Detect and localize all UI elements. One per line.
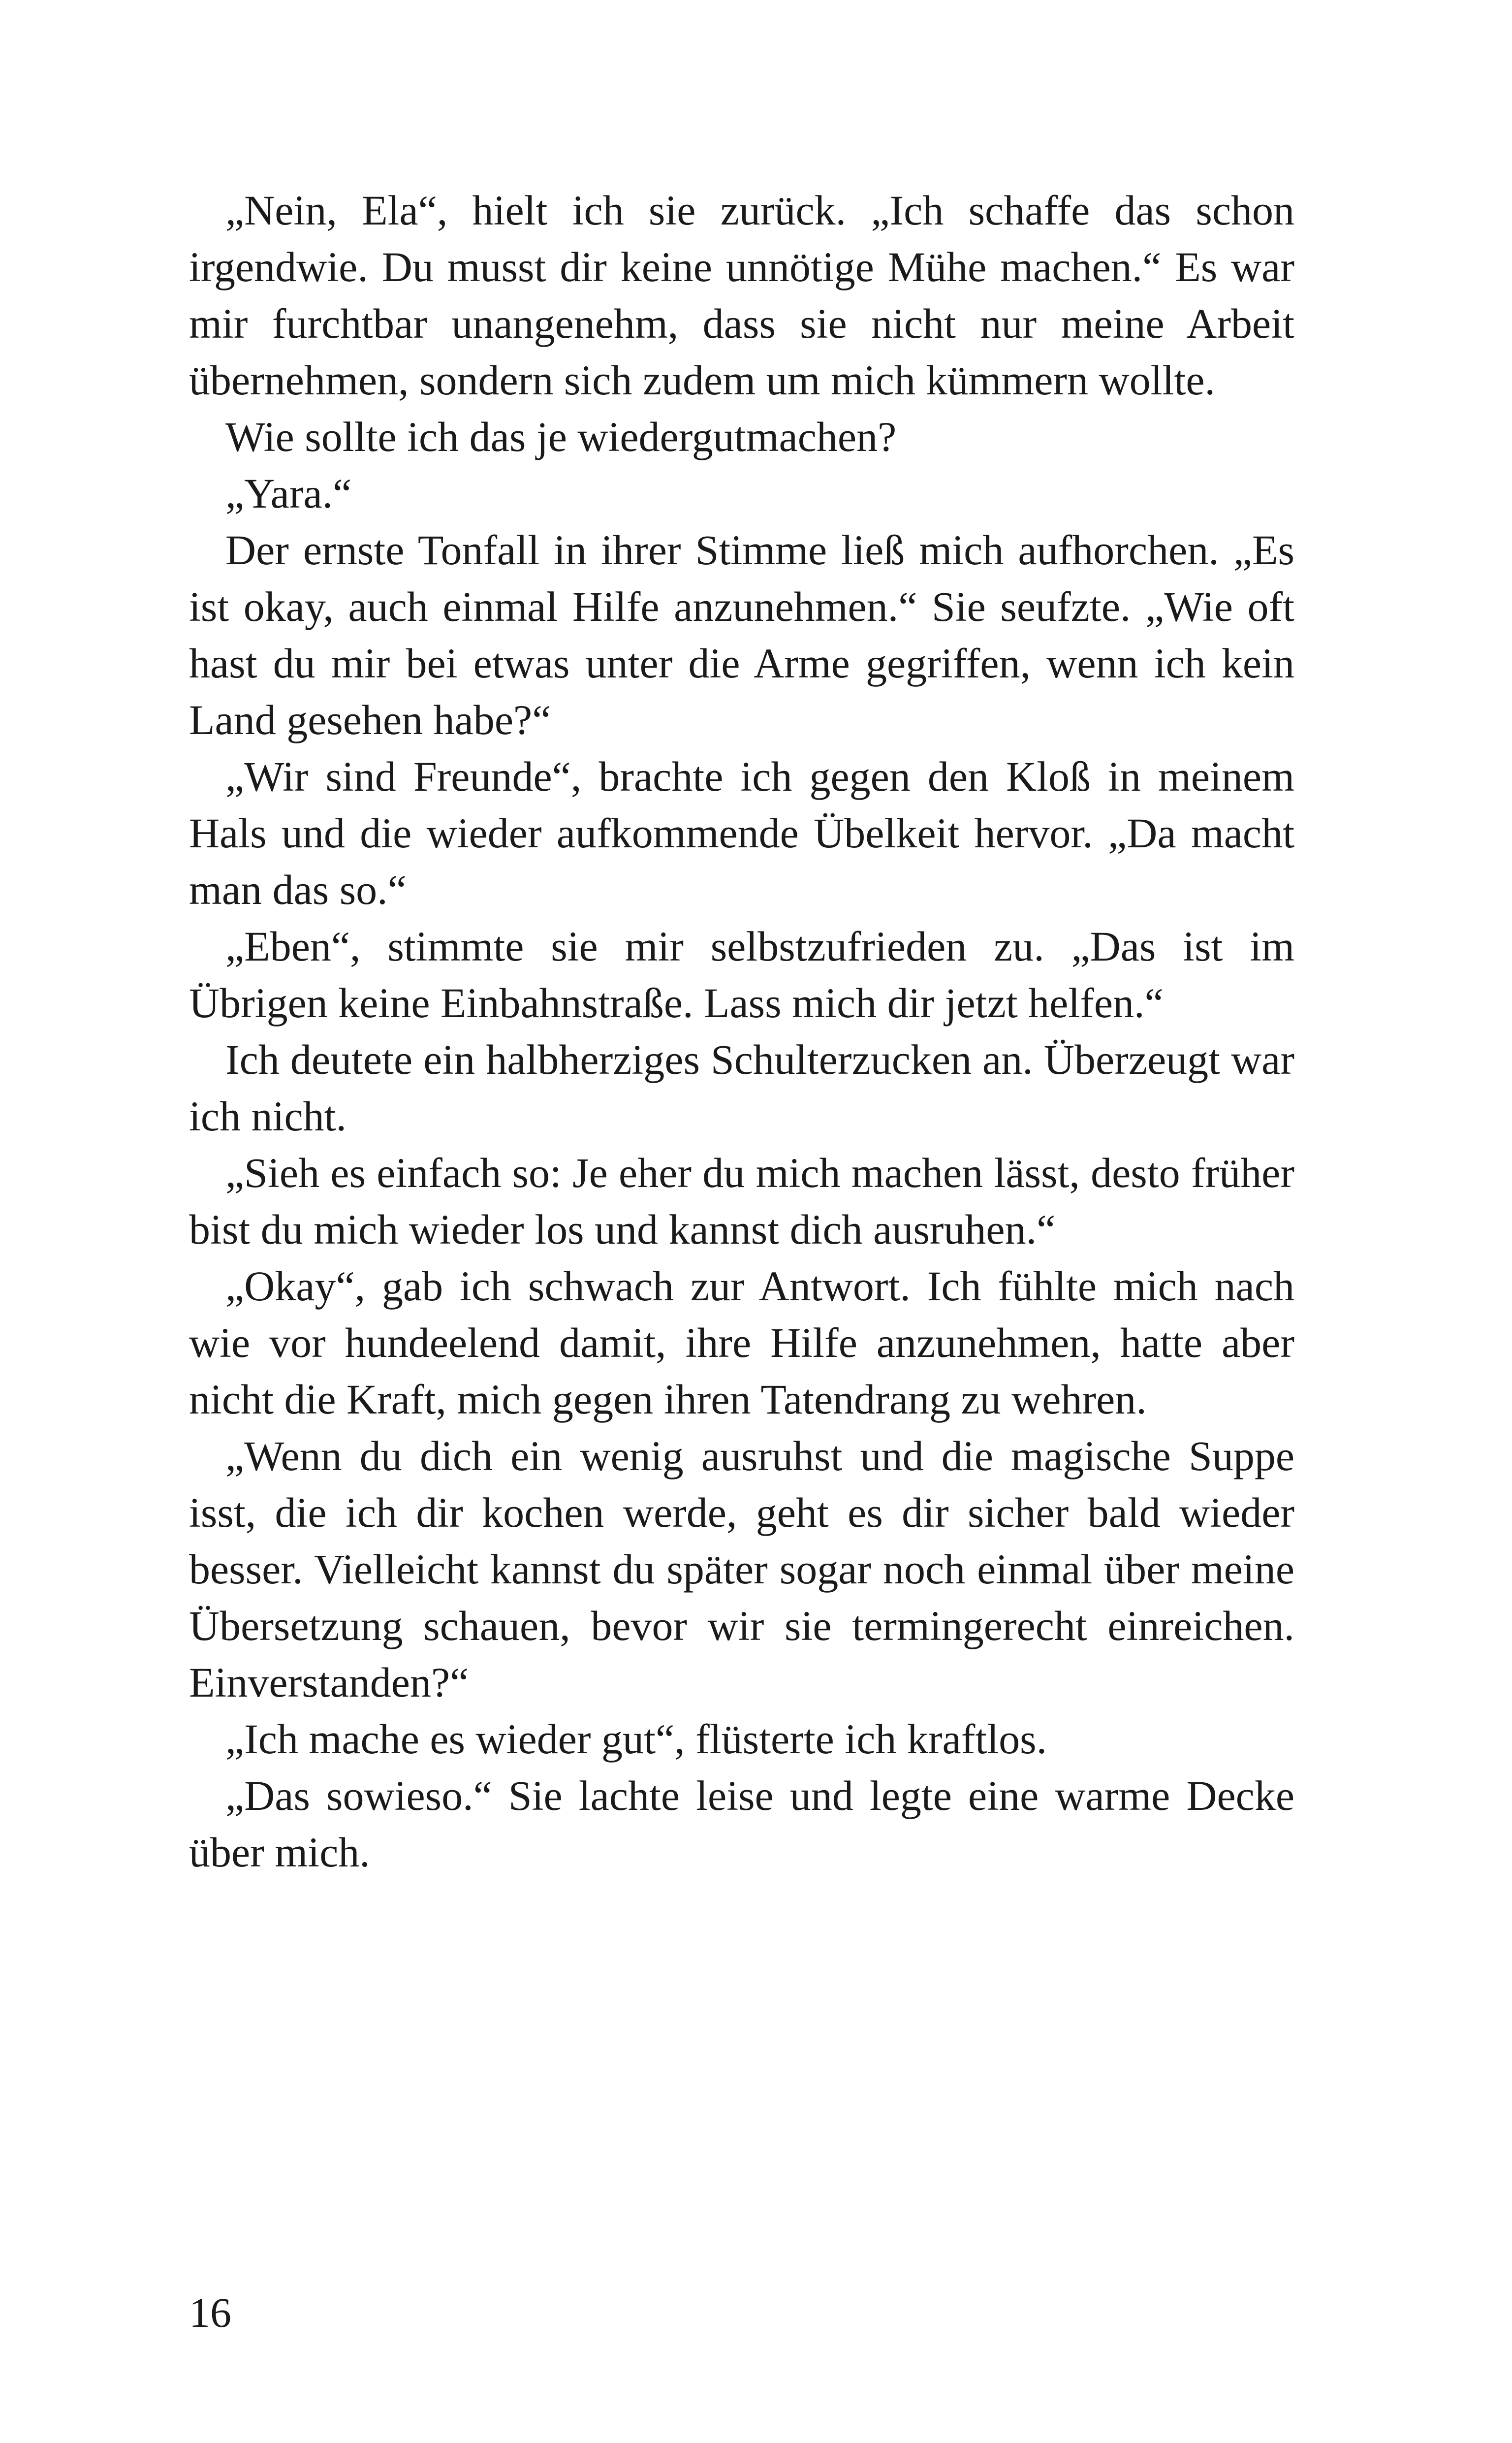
paragraph: „Sieh es einfach so: Je eher du mich machen lässt, desto früher bist du mich wieder los und kannst dich ausruhen.“ [189,1149,1294,1253]
paragraph: „Eben“, stimmte sie mir selbstzufrieden zu. „Das ist im Übrigen keine Einbahnstraße. Lass mich dir jetzt helfen.“ [189,923,1294,1027]
paragraph: Wie sollte ich das je wiedergutmachen? [225,413,897,460]
paragraph: Der ernste Tonfall in ihrer Stimme ließ mich aufhorchen. „Es ist okay, auch einmal Hilfe anzunehmen.“ Sie seufzte. „Wie oft hast du mir bei etwas unter die Arme gegriffen, wenn ich kein Land gesehen habe?“ [189,526,1294,743]
paragraph: „Okay“, gab ich schwach zur Antwort. Ich fühlte mich nach wie vor hundeelend damit, ihre Hilfe anzunehmen, hatte aber nicht die Kraft, mich gegen ihren Tatendrang zu wehren. [189,1262,1294,1423]
paragraph: „Nein, Ela“, hielt ich sie zurück. „Ich schaffe das schon irgendwie. Du musst dir keine unnötige Mühe machen.“ Es war mir furchtbar unangenehm, dass sie nicht nur meine Arbeit übernehmen, sondern sich zudem um mich kümmern wollte. [189,187,1294,404]
paragraph: Ich deutete ein halbherziges Schulterzucken an. Überzeugt war ich nicht. [189,1036,1294,1140]
paragraph: „Ich mache es wieder gut“, flüsterte ich kraftlos. [225,1715,1047,1763]
paragraph: „Wir sind Freunde“, brachte ich gegen den Kloß in meinem Hals und die wieder aufkommende Übelkeit hervor. „Da macht man das so.“ [189,753,1294,913]
page-number: 16 [189,2289,231,2336]
paragraph: „Das sowieso.“ Sie lachte leise und legte eine warme Decke über mich. [189,1772,1294,1876]
paragraph: „Wenn du dich ein wenig ausruhst und die magische Suppe isst, die ich dir kochen werde, geht es dir sicher bald wieder besser. Vielleicht kannst du später sogar noch einmal über meine Übersetzung schauen, bevor wir sie termingerecht einreichen. Einverstanden?“ [189,1432,1294,1706]
paragraph: „Yara.“ [225,470,352,517]
body-text [189,182,1294,1881]
